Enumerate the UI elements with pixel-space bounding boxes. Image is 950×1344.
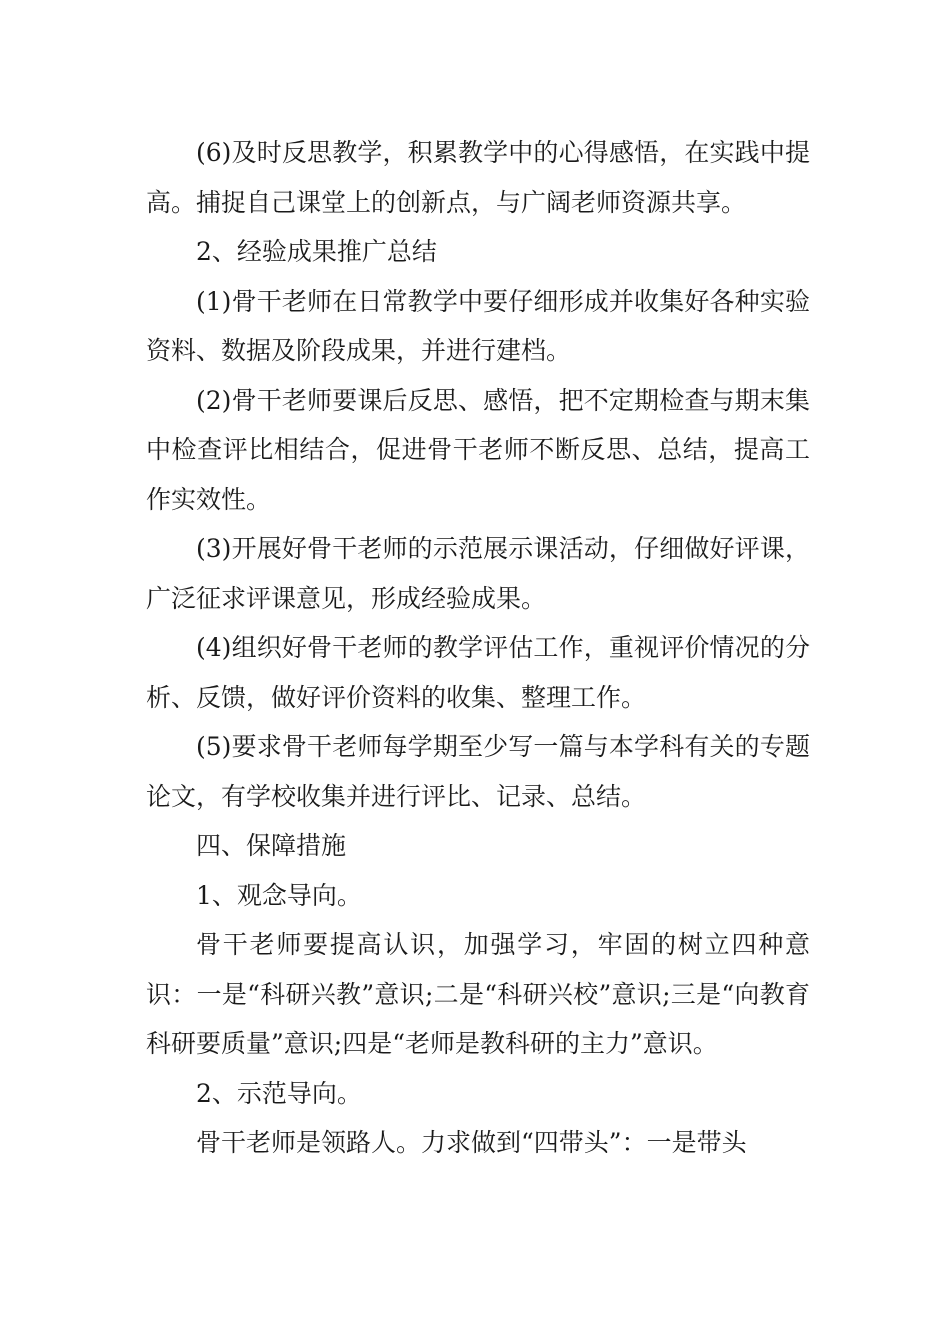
paragraph-reflect-teaching: (6)及时反思教学，积累教学中的心得感悟，在实践中提高。捕捉自己课堂上的创新点，与广阔老师资源共享。 — [146, 138, 810, 217]
paragraph-four-leads: 骨干老师是领路人。力求做到“四带头”：一是带头 — [196, 1128, 747, 1157]
heading-concept-orientation: 1、观念导向。 — [196, 880, 362, 910]
heading-safeguard-measures: 四、保障措施 — [196, 831, 347, 860]
paragraph-demo-lessons: (3)开展好骨干老师的示范展示课活动，仔细做好评课，广泛征求评课意见，形成经验成果。 — [146, 534, 810, 613]
paragraph-four-awareness: 骨干老师要提高认识，加强学习，牢固的树立四种意识：一是“科研兴教”意识;二是“科研兴校”意识;三是“向教育科研要质量”意识;四是“老师是教科研的主力”意识。 — [146, 930, 810, 1058]
paragraph-collect-materials: (1)骨干老师在日常教学中要仔细形成并收集好各种实验资料、数据及阶段成果，并进行建档。 — [146, 286, 810, 365]
document-body — [146, 128, 810, 1168]
paragraph-thesis-requirement: (5)要求骨干老师每学期至少写一篇与本学科有关的专题论文，有学校收集并进行评比、记录、总结。 — [146, 732, 810, 811]
paragraph-reflection-review: (2)骨干老师要课后反思、感悟，把不定期检查与期末集中检查评比相结合，促进骨干老师不断反思、总结，提高工作实效性。 — [146, 385, 810, 514]
heading-demonstration-orientation: 2、示范导向。 — [196, 1078, 362, 1108]
paragraph-teaching-evaluation: (4)组织好骨干老师的教学评估工作，重视评价情况的分析、反馈，做好评价资料的收集、整理工作。 — [146, 633, 810, 712]
heading-experience-promotion: 2、经验成果推广总结 — [196, 237, 437, 266]
